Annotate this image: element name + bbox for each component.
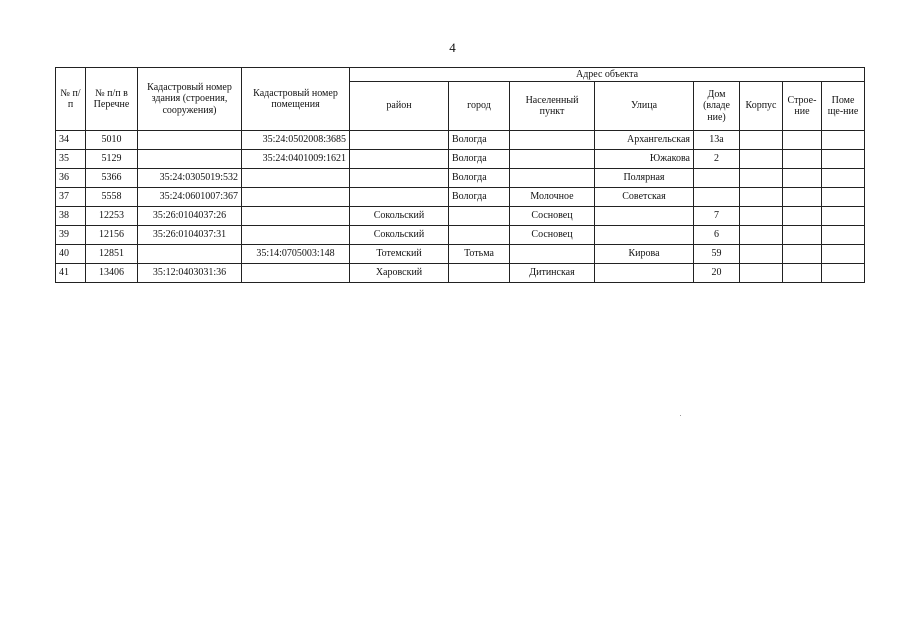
cell-street: Советская bbox=[595, 188, 694, 207]
table-row bbox=[56, 226, 865, 245]
cell-building bbox=[783, 150, 822, 169]
cell-district bbox=[350, 150, 449, 169]
cell-settlement bbox=[510, 169, 595, 188]
cell-list-num: 13406 bbox=[86, 264, 138, 283]
cell-settlement bbox=[510, 245, 595, 264]
cell-num: 35 bbox=[56, 150, 86, 169]
cell-room-cadastral bbox=[242, 226, 350, 245]
cell-room-cadastral bbox=[242, 207, 350, 226]
header-district: район bbox=[350, 82, 449, 131]
cell-korpus bbox=[740, 264, 783, 283]
cell-street bbox=[595, 264, 694, 283]
cell-settlement bbox=[510, 131, 595, 150]
cell-settlement: Молочное bbox=[510, 188, 595, 207]
cell-district bbox=[350, 169, 449, 188]
cell-list-num: 12851 bbox=[86, 245, 138, 264]
cell-room-cadastral bbox=[242, 169, 350, 188]
cell-city bbox=[449, 207, 510, 226]
header-room-cadastral: Кадастровый номер помещения bbox=[242, 68, 350, 131]
cell-district: Тотемский bbox=[350, 245, 449, 264]
cell-building bbox=[783, 207, 822, 226]
cell-num: 34 bbox=[56, 131, 86, 150]
header-street: Улица bbox=[595, 82, 694, 131]
header-address-group: Адрес объекта bbox=[350, 68, 865, 82]
cell-street: Южакова bbox=[595, 150, 694, 169]
header-num: № п/п bbox=[56, 68, 86, 131]
cell-korpus bbox=[740, 169, 783, 188]
header-house: Дом (владе ние) bbox=[694, 82, 740, 131]
cell-room bbox=[822, 264, 865, 283]
cell-district bbox=[350, 188, 449, 207]
cell-room-cadastral: 35:24:0502008:3685 bbox=[242, 131, 350, 150]
cell-list-num: 12253 bbox=[86, 207, 138, 226]
header-korpus: Корпус bbox=[740, 82, 783, 131]
cell-city bbox=[449, 264, 510, 283]
cell-house: 59 bbox=[694, 245, 740, 264]
cell-building bbox=[783, 226, 822, 245]
cell-house: 2 bbox=[694, 150, 740, 169]
cell-house bbox=[694, 169, 740, 188]
table-row bbox=[56, 150, 865, 169]
cell-building bbox=[783, 245, 822, 264]
cell-room bbox=[822, 131, 865, 150]
cell-list-num: 5129 bbox=[86, 150, 138, 169]
cell-building-cadastral: 35:12:0403031:36 bbox=[138, 264, 242, 283]
cell-street: Кирова bbox=[595, 245, 694, 264]
cell-district bbox=[350, 131, 449, 150]
cell-house bbox=[694, 188, 740, 207]
table-row bbox=[56, 131, 865, 150]
scan-speck bbox=[680, 415, 681, 416]
cell-building-cadastral: 35:24:0305019:532 bbox=[138, 169, 242, 188]
cell-num: 37 bbox=[56, 188, 86, 207]
cell-district: Сокольский bbox=[350, 207, 449, 226]
cell-room-cadastral: 35:24:0401009:1621 bbox=[242, 150, 350, 169]
cell-city bbox=[449, 226, 510, 245]
cell-list-num: 12156 bbox=[86, 226, 138, 245]
header-settlement: Населенный пункт bbox=[510, 82, 595, 131]
cell-settlement: Сосновец bbox=[510, 207, 595, 226]
cell-list-num: 5010 bbox=[86, 131, 138, 150]
cell-room bbox=[822, 245, 865, 264]
cell-room bbox=[822, 169, 865, 188]
cell-building-cadastral: 35:24:0601007:367 bbox=[138, 188, 242, 207]
table-row bbox=[56, 207, 865, 226]
table-row bbox=[56, 188, 865, 207]
cell-room bbox=[822, 150, 865, 169]
cell-list-num: 5366 bbox=[86, 169, 138, 188]
table-row bbox=[56, 245, 865, 264]
cell-district: Харовский bbox=[350, 264, 449, 283]
cell-building bbox=[783, 264, 822, 283]
cell-building-cadastral: 35:26:0104037:31 bbox=[138, 226, 242, 245]
cell-street: Архангельская bbox=[595, 131, 694, 150]
cell-room bbox=[822, 226, 865, 245]
cell-building bbox=[783, 131, 822, 150]
cell-district: Сокольский bbox=[350, 226, 449, 245]
cell-building-cadastral bbox=[138, 245, 242, 264]
cell-house: 20 bbox=[694, 264, 740, 283]
table-row bbox=[56, 264, 865, 283]
cell-city: Вологда bbox=[449, 169, 510, 188]
cell-korpus bbox=[740, 226, 783, 245]
cell-korpus bbox=[740, 131, 783, 150]
cell-list-num: 5558 bbox=[86, 188, 138, 207]
cell-building-cadastral bbox=[138, 150, 242, 169]
cell-room bbox=[822, 207, 865, 226]
header-list-num: № п/п в Перечне bbox=[86, 68, 138, 131]
cell-korpus bbox=[740, 188, 783, 207]
cell-house: 13а bbox=[694, 131, 740, 150]
cell-room-cadastral bbox=[242, 264, 350, 283]
cell-korpus bbox=[740, 207, 783, 226]
cell-room bbox=[822, 188, 865, 207]
cell-city: Тотьма bbox=[449, 245, 510, 264]
cell-korpus bbox=[740, 245, 783, 264]
cell-building-cadastral: 35:26:0104037:26 bbox=[138, 207, 242, 226]
cell-house: 7 bbox=[694, 207, 740, 226]
cell-street: Полярная bbox=[595, 169, 694, 188]
cell-house: 6 bbox=[694, 226, 740, 245]
cell-room-cadastral bbox=[242, 188, 350, 207]
cell-num: 40 bbox=[56, 245, 86, 264]
header-city: город bbox=[449, 82, 510, 131]
cell-settlement bbox=[510, 150, 595, 169]
cell-num: 41 bbox=[56, 264, 86, 283]
page-number: 4 bbox=[449, 40, 456, 55]
cell-building bbox=[783, 169, 822, 188]
cell-num: 36 bbox=[56, 169, 86, 188]
table-row bbox=[56, 169, 865, 188]
cell-building bbox=[783, 188, 822, 207]
cell-num: 38 bbox=[56, 207, 86, 226]
cell-street bbox=[595, 226, 694, 245]
cell-num: 39 bbox=[56, 226, 86, 245]
objects-table bbox=[55, 67, 865, 283]
cell-city: Вологда bbox=[449, 131, 510, 150]
header-building: Строе-ние bbox=[783, 82, 822, 131]
cell-settlement: Сосновец bbox=[510, 226, 595, 245]
cell-city: Вологда bbox=[449, 188, 510, 207]
cell-city: Вологда bbox=[449, 150, 510, 169]
header-room: Поме ще-ние bbox=[822, 82, 865, 131]
cell-building-cadastral bbox=[138, 131, 242, 150]
header-building-cadastral: Кадастровый номер здания (строения, сооружения) bbox=[138, 68, 242, 131]
cell-korpus bbox=[740, 150, 783, 169]
cell-street bbox=[595, 207, 694, 226]
cell-room-cadastral: 35:14:0705003:148 bbox=[242, 245, 350, 264]
cell-settlement: Дитинская bbox=[510, 264, 595, 283]
